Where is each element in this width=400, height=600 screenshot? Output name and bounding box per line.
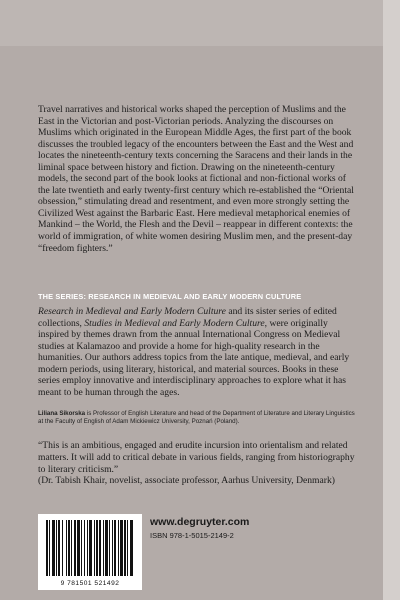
- barcode-bar: [58, 520, 60, 576]
- barcode-bar: [105, 520, 108, 576]
- barcode-bar: [124, 520, 126, 576]
- barcode-bar: [68, 520, 70, 576]
- barcode-bar: [112, 520, 113, 576]
- barcode-number: 9 781501 521492: [60, 580, 120, 587]
- barcode-bar: [71, 520, 72, 576]
- sister-series-italic: Studies in Medieval and Early Modern Culture: [84, 317, 265, 329]
- barcode-bar: [114, 520, 116, 576]
- barcode-bar: [94, 520, 95, 576]
- barcode-bar: [46, 520, 48, 576]
- series-text-2: , were originally inspired by themes drawn from the annual International Congress on Medieval studies at Kalamazoo and provide a home for high-quality research in the humanities. Our authors address topics from the late antique, medieval, and early modern periods, using literary, historical, and material sources. Books in these series employ innovative and interdisciplinary approaches to explore what it has meant to be human through the ages.: [38, 317, 350, 398]
- series-description: [38, 306, 360, 398]
- barcode-bar: [77, 520, 80, 576]
- barcode-bar: [109, 520, 110, 576]
- barcode-bars-icon: [46, 520, 134, 576]
- blurb: Travel narratives and historical works shaped the perception of Muslims and the East in the Victorian and post-Victorian periods. Analyzing the discourses on Muslims which originated in the European Middle Ages, the first part of the book discusses the troubled legacy of the encounters between the East and the West and locates the nineteenth-century texts concerning the Saracens and their lands in the liminal space between history and fiction. Drawing on the nineteenth-century models, the second part of the book looks at fictional and non-fictional works of the late twentieth and early twenty-first century which re-established the “Oriental obsession,” stimulating dread and resentment, and even more strongly setting the Civilized West against the Barbaric East. Here medieval metaphorical enemies of Mankind – the World, the Flesh and the Devil – reappear in different contexts: the world of immigration, of white women desiring Muslim men, and the present-day “freedom fighters.”: [38, 104, 354, 254]
- barcode-bar: [127, 520, 128, 576]
- series-text-1: and its sister series of edited collections,: [38, 306, 337, 329]
- barcode-bar: [120, 520, 123, 576]
- author-name: Liliana Sikorska: [38, 410, 86, 418]
- barcode-bar: [87, 520, 88, 576]
- barcode-bar: [62, 520, 63, 576]
- quote-attribution: (Dr. Tabish Khair, novelist, associate professor, Aarhus University, Denmark): [38, 475, 335, 487]
- publisher-website[interactable]: www.degruyter.com: [150, 516, 250, 528]
- barcode-bar: [130, 520, 133, 576]
- barcode-bar: [81, 520, 82, 576]
- barcode-bar: [84, 520, 85, 576]
- quote-text: “This is an ambitious, engaged and erudite incursion into orientalism and related matters. It will add to critical debate in various fields, ranging from historiography to literary criticism.”: [38, 440, 355, 475]
- barcode: [38, 514, 142, 590]
- isbn: ISBN 978-1-5015-2149-2: [150, 531, 234, 540]
- author-bio-text: is Professor of English Literature and head of the Department of Literature and Literary Linguistics at the Faculty of English of Adam Mickiewicz University, Poznań (Poland).: [38, 410, 355, 426]
- barcode-bar: [96, 520, 98, 576]
- barcode-bar: [118, 520, 119, 576]
- barcode-bar: [66, 520, 67, 576]
- barcode-bar: [49, 520, 50, 576]
- barcode-bar: [89, 520, 92, 576]
- barcode-bar: [103, 520, 104, 576]
- barcode-bar: [99, 520, 101, 576]
- barcode-bar: [74, 520, 76, 576]
- barcode-bar: [56, 520, 57, 576]
- author-bio: [38, 410, 360, 426]
- series-heading: THE SERIES: RESEARCH IN MEDIEVAL AND EARLY MODERN CULTURE: [38, 292, 302, 302]
- top-strip: [0, 0, 400, 46]
- barcode-bar: [52, 520, 55, 576]
- series-name-italic: Research in Medieval and Early Modern Culture: [38, 306, 226, 318]
- back-cover-text: [38, 104, 360, 487]
- publisher-block: [38, 514, 360, 590]
- spine-edge: [383, 0, 400, 600]
- review-quote: [38, 440, 360, 486]
